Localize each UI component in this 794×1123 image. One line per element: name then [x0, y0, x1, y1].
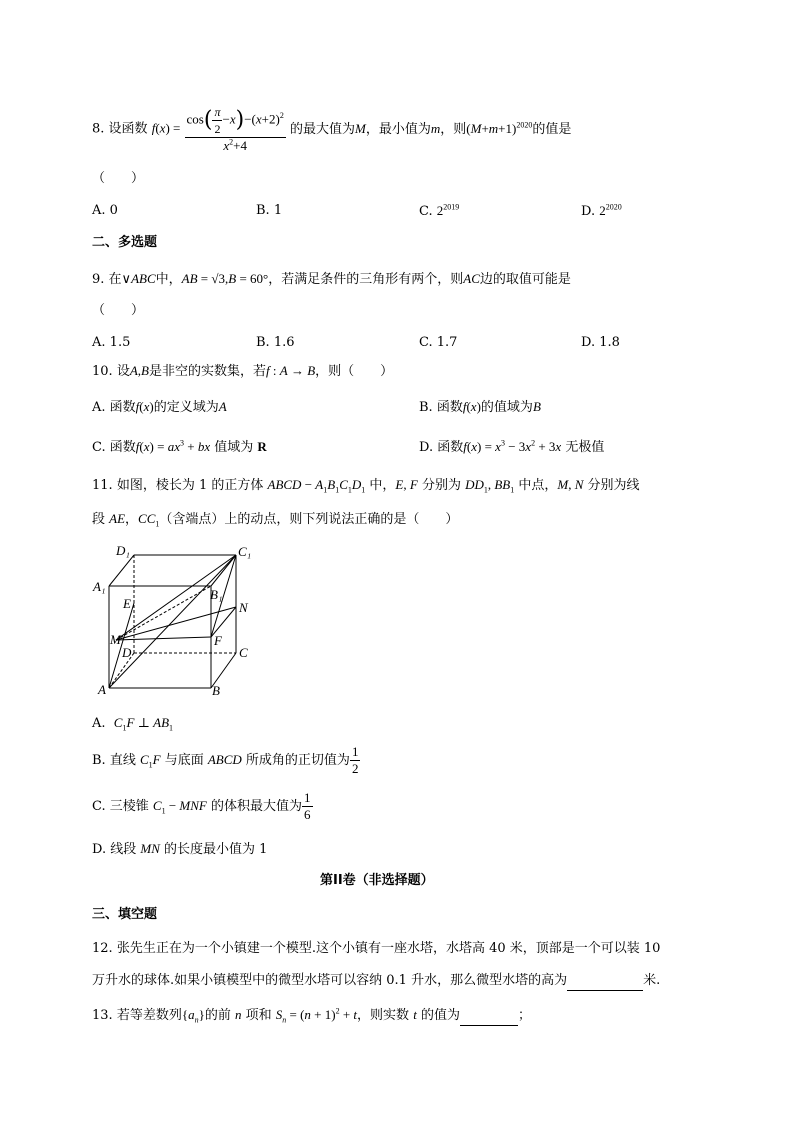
q10-option-b[interactable]: B. 函数f(x)的值域为B [419, 399, 541, 415]
section-heading-multi-choice: 二、多选题 [92, 235, 158, 250]
q11-line1: 11. 如图，棱长为 1 的正方体 ABCD − $A_1B_1C_1D_1$ 中，E, F 分别为 $DD_1$, $BB_1$ 中点，M, N 分别为线 [92, 477, 640, 495]
label-d: D [122, 645, 132, 660]
q9-option-c[interactable]: C. 1.7 [419, 335, 458, 350]
q11-option-b[interactable]: B. 直线 $C_1F$ 与底面 ABCD 所成角的正切值为 $\frac{1}{2}$ [92, 744, 359, 776]
label-n: N [239, 600, 248, 615]
q8-paren: （ ） [92, 171, 145, 186]
q11-option-c[interactable]: C. 三棱锥 $C_1$ − MNF 的体积最大值为 $\frac{1}{6}$ [92, 790, 311, 822]
q11-line2: 段 AE，$CC_1$（含端点）上的动点，则下列说法正确的是（ ） [92, 511, 459, 529]
label-m: M [110, 632, 121, 647]
q9-option-b[interactable]: B. 1.6 [256, 335, 295, 350]
part2-title: 第II卷（非选择题） [320, 873, 434, 888]
q11-option-d[interactable]: D. 线段 MN 的长度最小值为 1 [92, 841, 268, 857]
q13-answer-blank[interactable] [460, 1007, 518, 1026]
hidden-seg-m-b1 [116, 586, 211, 640]
q8-fx: f(x) = [151, 120, 181, 136]
q8-stem [92, 104, 571, 154]
cube-figure [92, 545, 262, 705]
q8-suffix: 的最大值为M，最小值为m，则$(M+m+1)^{2020}$的值是 [289, 120, 572, 137]
label-d1: D₁ [116, 545, 130, 558]
label-e: E [123, 596, 131, 611]
label-b: B [212, 683, 220, 698]
q9-paren: （ ） [92, 303, 145, 318]
q8-number: 8. [92, 121, 105, 137]
q9-option-a[interactable]: A. 1.5 [92, 335, 131, 350]
label-c: C [239, 645, 248, 660]
label-a1: A₁ [93, 579, 106, 594]
q8-fraction [185, 104, 286, 154]
label-c1: C₁ [238, 545, 252, 559]
q9-stem: 9. 在∨ABC中，AB = √3,B = 60°，若满足条件的三角形有两个，则AC边的取值可能是 [92, 271, 571, 287]
q10-option-c[interactable]: C. 函数$f(x) = ax^3$ + bx 值域为 R [92, 438, 267, 455]
label-a: A [98, 682, 106, 697]
q10-option-a[interactable]: A. 函数f(x)的定义域为A [92, 399, 227, 415]
label-f: F [214, 633, 222, 648]
q11-option-a[interactable]: A. $C_1F$ ⊥ $AB_1$ [92, 715, 174, 733]
q10-stem: 10. 设A,B是非空的实数集，若f : A → B，则（ ） [92, 363, 394, 379]
q8-prefix: 设函数 [108, 121, 148, 137]
q8-option-b[interactable]: B. 1 [256, 203, 283, 218]
label-b1: B₁ [210, 587, 223, 602]
q8-denominator: $x^2+4$ [223, 137, 247, 153]
edge-a1d1 [109, 555, 134, 586]
q13-stem: 13. 若等差数列$\{a_n\}$的前 n 项和 $S_n = (n + 1)^2 + t$，则实数 t 的值为 ； [92, 1006, 531, 1025]
q8-option-a[interactable]: A. 0 [92, 203, 118, 218]
section-heading-fill-blank: 三、填空题 [92, 907, 158, 922]
q8-option-c[interactable]: C. $2^{2019}$ [419, 202, 460, 219]
q8-numerator: cos( $\frac{\pi}{2}$ $-x)-(x+2)^2$ [186, 105, 284, 136]
q12-line2: 万升水的球体.如果小镇模型中的微型水塔可以容纳 0.1 升水，那么微型水塔的高为 米. [92, 972, 660, 991]
q10-option-d[interactable]: D. 函数$f(x) = x^3 - 3x^2 + 3x$ 无极值 [419, 438, 605, 455]
q12-line1: 12. 张先生正在为一个小镇建一个模型.这个小镇有一座水塔，水塔高 40 米，顶部是一个可以装 10 [92, 941, 661, 956]
q9-option-d[interactable]: D. 1.8 [581, 335, 620, 350]
q8-option-d[interactable]: D. $2^{2020}$ [581, 202, 622, 219]
q12-answer-blank[interactable] [567, 972, 643, 991]
seg-m-f [116, 637, 211, 640]
